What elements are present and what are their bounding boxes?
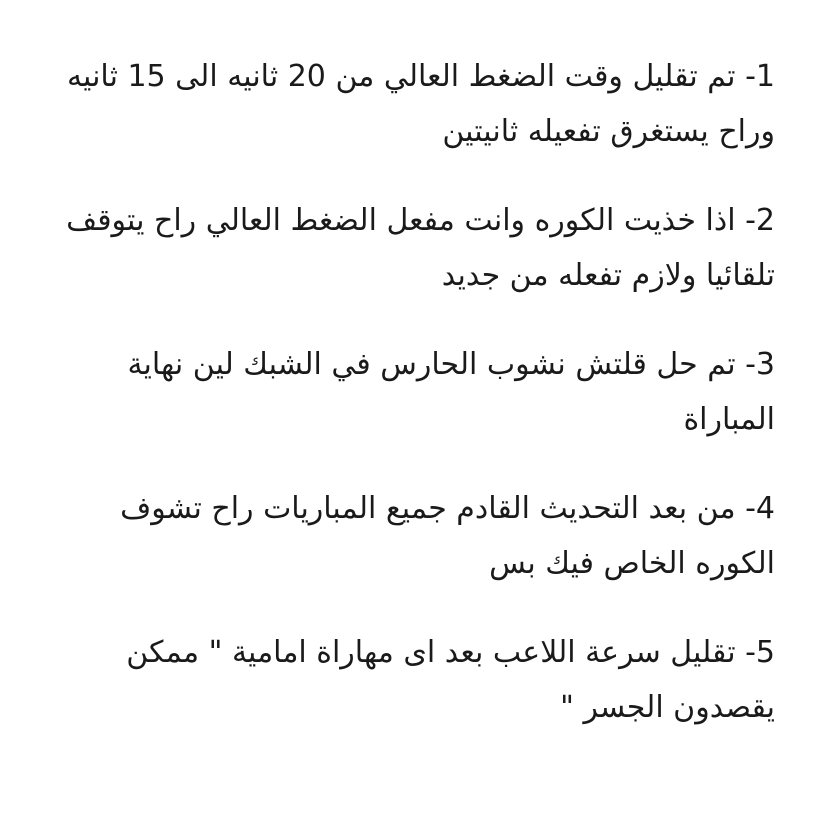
note-item-4: 4- من بعد التحديث القادم جميع المباريات راح تشوف الكوره الخاص فيك بس (120, 491, 775, 581)
note-item-5: 5- تقليل سرعة اللاعب بعد اى مهاراة امامية " ممكن يقصدون الجسر " (126, 635, 775, 725)
note-item-1: 1- تم تقليل وقت الضغط العالي من 20 ثانيه الى 15 ثانيه وراح يستغرق تفعيله ثانيتين (66, 59, 775, 149)
note-item-3: 3- تم حل قلتش نشوب الحارس في الشبك لين نهاية المباراة (127, 347, 775, 437)
note-item-2: 2- اذا خذيت الكوره وانت مفعل الضغط العالي راح يتوقف تلقائيا ولازم تفعله من جديد (66, 203, 775, 293)
